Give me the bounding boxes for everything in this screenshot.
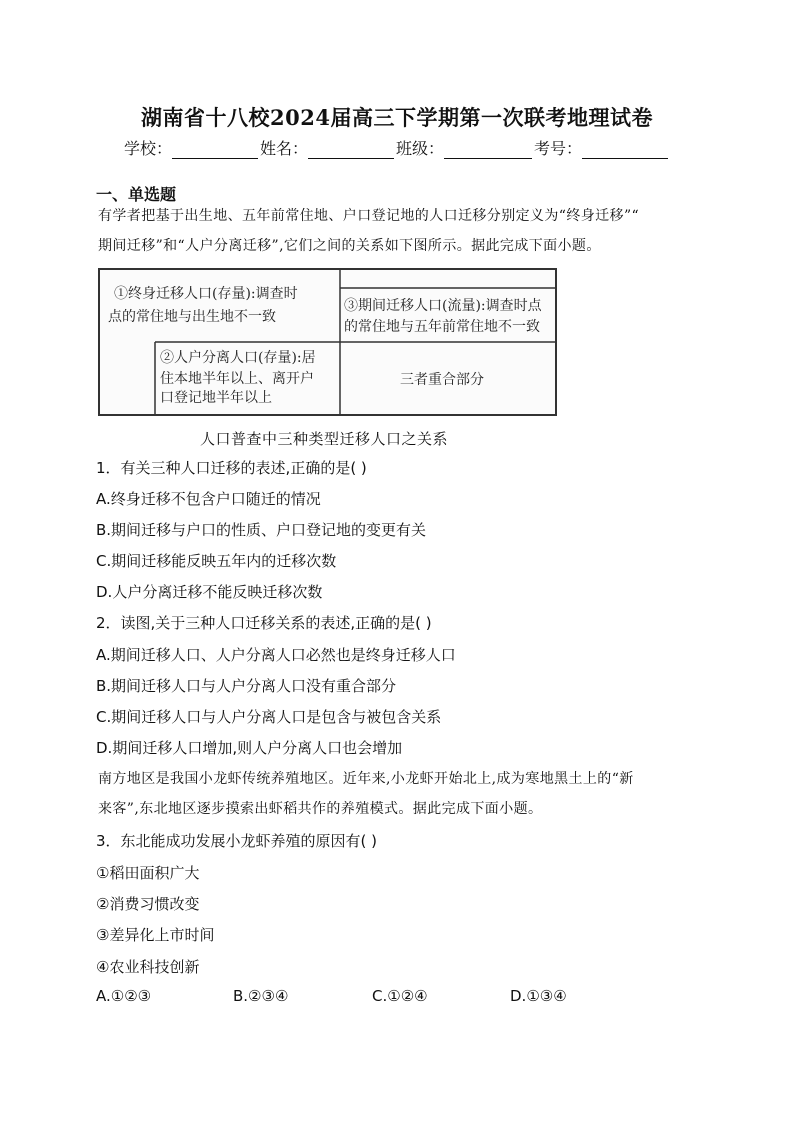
class-blank[interactable] (444, 142, 532, 159)
intro1-line2: 期间迁移”和“人户分离迁移”,它们之间的关系如下图所示。据此完成下面小题。 (98, 238, 601, 254)
migration-diagram (98, 268, 557, 416)
intro1-line1: 有学者把基于出生地、五年前常住地、户口登记地的人口迁移分别定义为“终身迁移”“ (98, 208, 640, 224)
q3-item-4: ④农业科技创新 (96, 958, 200, 976)
q3-option-d[interactable]: D.①③④ (510, 987, 567, 1005)
q3-option-c[interactable]: C.①②④ (372, 987, 428, 1005)
class-label: 班级： (396, 139, 445, 158)
q1-option-d[interactable]: D.人户分离迁移不能反映迁移次数 (96, 583, 323, 601)
student-info-line (124, 136, 670, 159)
intro2-line2: 来客”,东北地区逐步摸索出虾稻共作的养殖模式。据此完成下面小题。 (98, 801, 543, 817)
q3-option-a[interactable]: A.①②③ (96, 987, 152, 1005)
q2-option-c[interactable]: C.期间迁移人口与人户分离人口是包含与被包含关系 (96, 708, 442, 726)
section-heading: 一、单选题 (96, 185, 177, 204)
box3-line1: ③期间迁移人口(流量):调查时点 (344, 298, 542, 314)
name-label: 姓名： (260, 139, 309, 158)
box3-line2: 的常住地与五年前常住地不一致 (344, 319, 540, 335)
school-blank[interactable] (172, 142, 258, 159)
q3-option-b[interactable]: B.②③④ (233, 987, 289, 1005)
q2-option-a[interactable]: A.期间迁移人口、人户分离人口必然也是终身迁移人口 (96, 646, 456, 664)
intro2-line1: 南方地区是我国小龙虾传统养殖地区。近年来,小龙虾开始北上,成为寒地黑土上的“新 (98, 771, 634, 787)
box1-line2: 点的常住地与出生地不一致 (108, 309, 276, 325)
q1-option-a[interactable]: A.终身迁移不包含户口随迁的情况 (96, 490, 321, 508)
q3-item-1: ①稻田面积广大 (96, 864, 200, 882)
school-label: 学校： (124, 139, 173, 158)
box2-line3: 口登记地半年以上 (160, 390, 272, 406)
q1-option-b[interactable]: B.期间迁移与户口的性质、户口登记地的变更有关 (96, 521, 427, 539)
q3-item-2: ②消费习惯改变 (96, 895, 200, 913)
q2-option-d[interactable]: D.期间迁移人口增加,则人户分离人口也会增加 (96, 739, 403, 757)
q1-stem: 1．有关三种人口迁移的表述,正确的是( ) (96, 459, 367, 477)
q2-stem: 2．读图,关于三种人口迁移关系的表述,正确的是( ) (96, 614, 432, 632)
q3-item-3: ③差异化上市时间 (96, 926, 215, 944)
q1-option-c[interactable]: C.期间迁移能反映五年内的迁移次数 (96, 552, 337, 570)
box2-line1: ②人户分离人口(存量):居 (160, 350, 316, 366)
page-title: 湖南省十八校2024届高三下学期第一次联考地理试卷 (141, 105, 653, 130)
diagram-caption: 人口普查中三种类型迁移人口之关系 (200, 430, 449, 448)
overlap-label: 三者重合部分 (400, 372, 484, 388)
box2-line2: 住本地半年以上、离开户 (160, 371, 314, 387)
exam-no-blank[interactable] (582, 142, 668, 159)
q2-option-b[interactable]: B.期间迁移人口与人户分离人口没有重合部分 (96, 677, 397, 695)
q3-stem: 3．东北能成功发展小龙虾养殖的原因有( ) (96, 832, 378, 850)
exam-no-label: 考号： (534, 139, 583, 158)
box1-line1: ①终身迁移人口(存量):调查时 (114, 286, 298, 302)
name-blank[interactable] (308, 142, 394, 159)
